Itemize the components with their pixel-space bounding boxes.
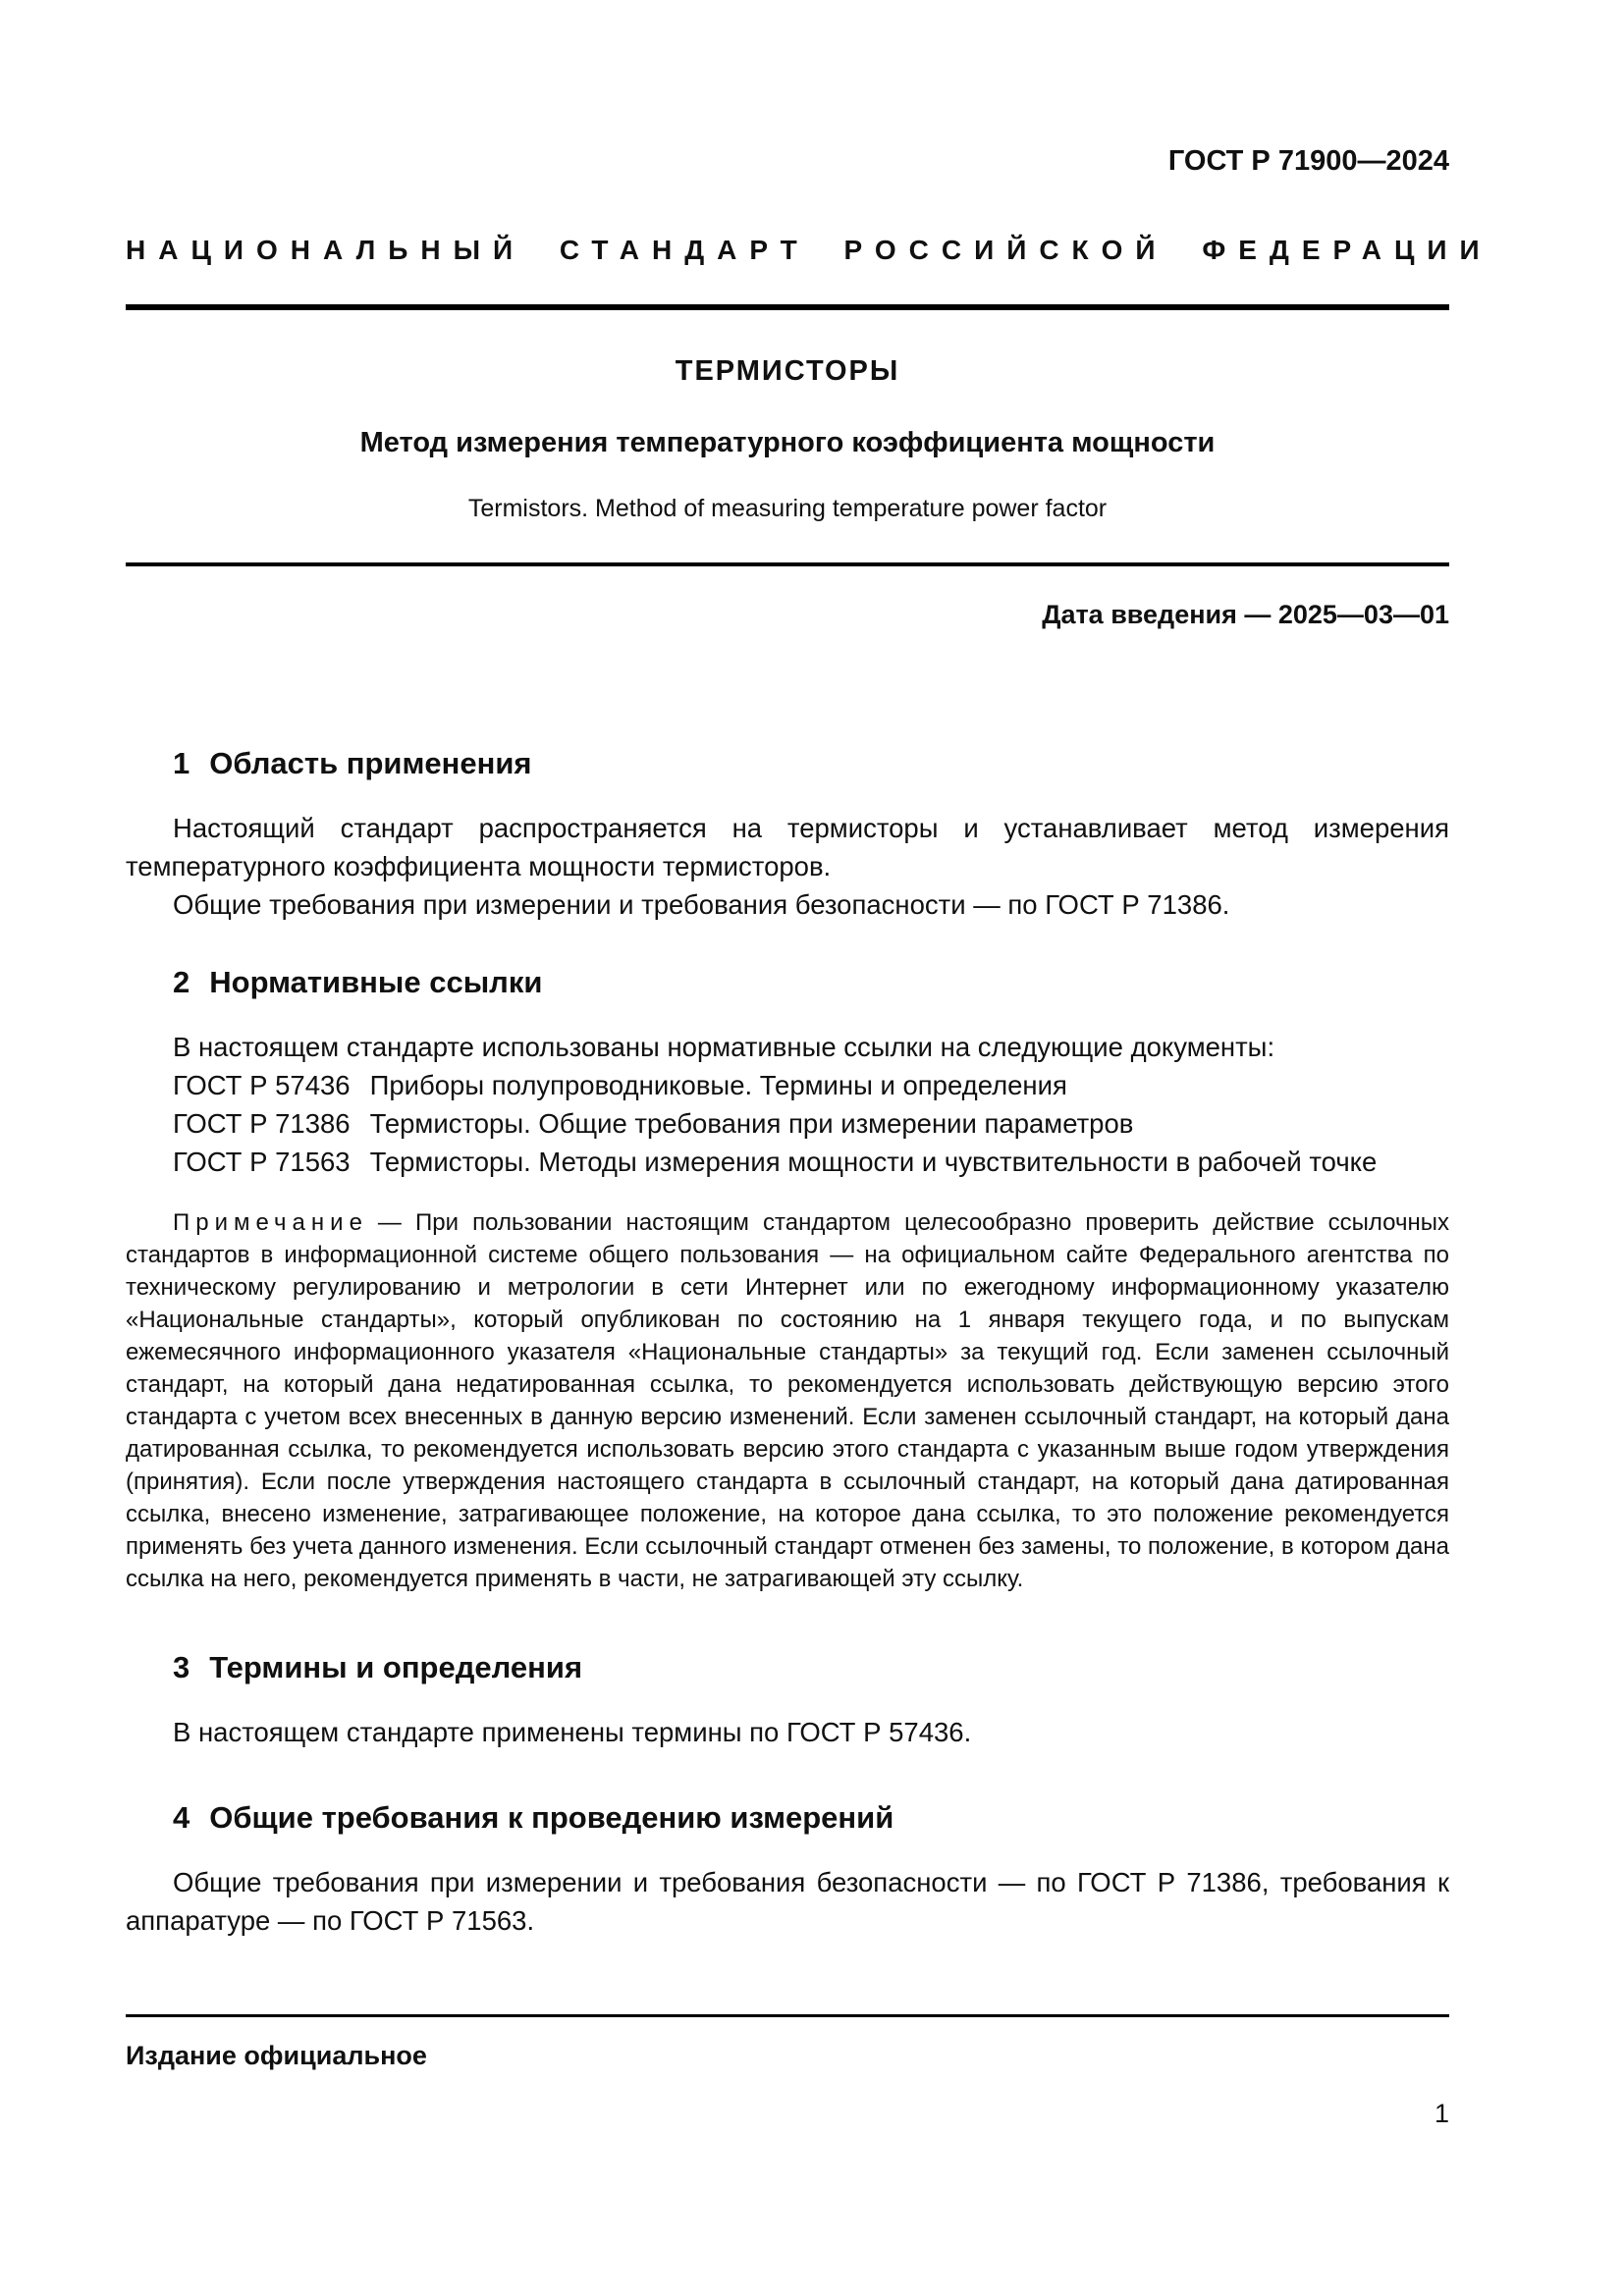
document-subject: ТЕРМИСТОРЫ [675,354,900,387]
page-footer [126,2014,1449,2129]
section-2-title: Нормативные ссылки [209,964,543,999]
section-1-title: Область применения [209,745,532,780]
section-1-number: 1 [173,745,190,780]
edition-note: Издание официальное [126,2041,427,2070]
reference-code: ГОСТ Р 57436 [173,1069,351,1100]
effective-date: Дата введения — 2025—03—01 [1042,599,1449,629]
top-divider [126,304,1449,310]
reference-item [126,1066,1449,1104]
section-2-heading [126,965,1449,1000]
section-2-number: 2 [173,964,190,999]
note-label: Примечание [173,1208,368,1236]
section-1-paragraph-1: Настоящий стандарт распространяется на термисторы и устанавливает метод измерения температурного коэффициента мощности термисторов. [126,812,1449,881]
section-1-heading [126,746,1449,781]
section-4-body [126,1863,1449,1940]
section-4-paragraph-1: Общие требования при измерении и требования безопасности — по ГОСТ Р 71386, требования к аппаратуре — по ГОСТ Р 71563. [126,1866,1449,1936]
section-3-number: 3 [173,1649,190,1684]
reference-code: ГОСТ Р 71563 [173,1146,351,1177]
section-1-paragraph-2: Общие требования при измерении и требования безопасности — по ГОСТ Р 71386. [173,888,1230,920]
document-title-en: Termistors. Method of measuring temperature power factor [467,494,1108,522]
normative-references-list [126,1066,1449,1181]
footer-divider [126,2014,1449,2017]
reference-title: Термисторы. Общие требования при измерении параметров [369,1107,1134,1139]
title-divider [126,562,1449,566]
document-title-ru: Метод измерения температурного коэффициента мощности [359,426,1216,458]
section-3-paragraph-1: В настоящем стандарте применены термины по ГОСТ Р 57436. [173,1716,972,1747]
doc-code: ГОСТ Р 71900—2024 [1167,145,1449,177]
section-2-body [126,1028,1449,1181]
reference-code: ГОСТ Р 71386 [173,1107,351,1139]
section-4-number: 4 [173,1799,190,1835]
national-standard-banner: НАЦИОНАЛЬНЫЙ СТАНДАРТ РОССИЙСКОЙ ФЕДЕРАЦИИ [126,235,1492,266]
note-text: — При пользовании настоящим стандартом целесообразно проверить действие ссылочных стандартов в информационной системе общего пользования — на официальном сайте Федерального агентства по техническому регулированию и метрологии в сети Интернет или по ежегодному информационному указателю «Национальные стандарты», который опубликован по состоянию на 1 января текущего года, и по выпускам ежемесячного информационного указателя «Национальные стандарты» за текущий год. Если заменен ссылочный стандарт, на который дана недатированная ссылка, то рекомендуется использовать действующую версию этого стандарта с учетом всех внесенных в данную версию изменений. Если заменен ссылочный стандарт, на который дана датированная ссылка, то рекомендуется использовать версию этого стандарта с указанным выше годом утверждения (принятия). Если после утверждения настоящего стандарта в ссылочный стандарт, на который дана датированная ссылка, внесено изменение, затрагивающее положение, на которое дана ссылка, то это положение рекомендуется применять без учета данного изменения. Если ссылочный стандарт отменен без замены, то положение, в котором дана ссылка на него, рекомендуется применять в части, не затрагивающей эту ссылку. [126,1208,1449,1592]
section-3-heading [126,1650,1449,1685]
reference-item [126,1104,1449,1143]
section-1-body [126,809,1449,924]
reference-item [126,1143,1449,1181]
section-2-intro: В настоящем стандарте использованы нормативные ссылки на следующие документы: [173,1031,1275,1062]
page-number: 1 [1434,2099,1449,2128]
section-4-heading [126,1800,1449,1836]
section-4-title: Общие требования к проведению измерений [209,1799,894,1835]
section-3-body [126,1713,1449,1751]
section-3-title: Термины и определения [209,1649,583,1684]
reference-title: Приборы полупроводниковые. Термины и определения [369,1069,1067,1100]
reference-title: Термисторы. Методы измерения мощности и чувствительности в рабочей точке [369,1146,1378,1177]
section-2-note [126,1206,1449,1595]
